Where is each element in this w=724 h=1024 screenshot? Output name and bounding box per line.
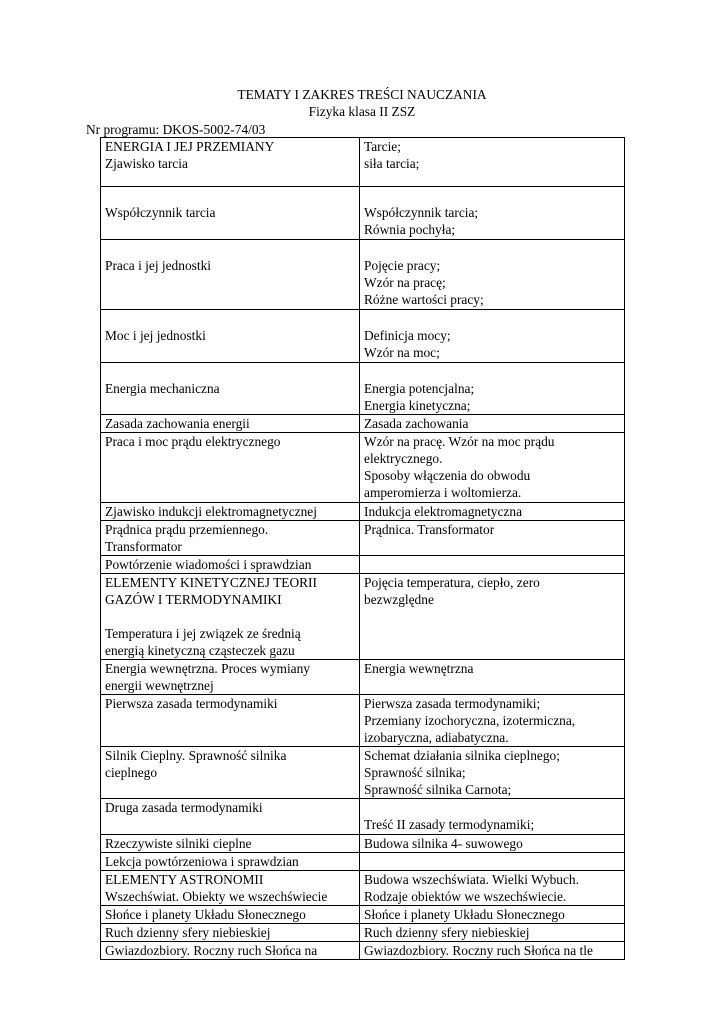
- topic-cell: Zasada zachowania energii: [101, 415, 360, 433]
- topic-cell: Zjawisko indukcji elektromagnetycznej: [101, 503, 360, 521]
- content-cell: Słońce i planety Układu Słonecznego: [360, 906, 625, 924]
- topic-cell: Silnik Cieplny. Sprawność silnika cieplnego: [101, 747, 360, 799]
- topic-cell: Ruch dzienny sfery niebieskiej: [101, 924, 360, 942]
- curriculum-table: [100, 137, 625, 960]
- content-cell: Definicja mocy; Wzór na moc;: [360, 310, 625, 363]
- table-row: [101, 363, 625, 415]
- topic-cell: Rzeczywiste silniki cieplne: [101, 835, 360, 853]
- topic-cell: Energia wewnętrzna. Proces wymiany energii wewnętrznej: [101, 660, 360, 695]
- topic-cell: Prądnica prądu przemiennego. Transformator: [101, 521, 360, 556]
- table-row: [101, 556, 625, 574]
- table-row: [101, 835, 625, 853]
- topic-cell: Lekcja powtórzeniowa i sprawdzian: [101, 853, 360, 871]
- topic-cell: Energia mechaniczna: [101, 363, 360, 415]
- content-cell: Schemat działania silnika cieplnego; Sprawność silnika; Sprawność silnika Carnota;: [360, 747, 625, 799]
- topic-cell: Praca i jej jednostki: [101, 240, 360, 310]
- content-cell: Pojęcia temperatura, ciepło, zero bezwzględne: [360, 574, 625, 660]
- table-row: [101, 695, 625, 747]
- topic-cell: Współczynnik tarcia: [101, 187, 360, 240]
- topic-cell: Pierwsza zasada termodynamiki: [101, 695, 360, 747]
- table-row: [101, 660, 625, 695]
- content-cell: Budowa wszechświata. Wielki Wybuch. Rodzaje obiektów we wszechświecie.: [360, 871, 625, 906]
- content-cell: Tarcie; siła tarcia;: [360, 138, 625, 187]
- table-row: [101, 924, 625, 942]
- table-row: [101, 574, 625, 660]
- table-row: [101, 503, 625, 521]
- table-row: [101, 187, 625, 240]
- document-title: TEMATY I ZAKRES TREŚCI NAUCZANIA: [237, 87, 487, 102]
- topic-cell: Druga zasada termodynamiki: [101, 799, 360, 835]
- topic-cell: Moc i jej jednostki: [101, 310, 360, 363]
- table-row: [101, 433, 625, 503]
- topic-cell: Powtórzenie wiadomości i sprawdzian: [101, 556, 360, 574]
- table-row: [101, 942, 625, 960]
- content-cell: Współczynnik tarcia; Równia pochyła;: [360, 187, 625, 240]
- content-cell: Ruch dzienny sfery niebieskiej: [360, 924, 625, 942]
- table-row: [101, 310, 625, 363]
- topic-cell: ENERGIA I JEJ PRZEMIANY Zjawisko tarcia: [101, 138, 360, 187]
- topic-cell: Praca i moc prądu elektrycznego: [101, 433, 360, 503]
- topic-cell: Słońce i planety Układu Słonecznego: [101, 906, 360, 924]
- content-cell: Budowa silnika 4- suwowego: [360, 835, 625, 853]
- document-subtitle: Fizyka klasa II ZSZ: [308, 104, 416, 119]
- content-cell: Wzór na pracę. Wzór na moc prądu elektrycznego. Sposoby włączenia do obwodu amperomierza i woltomierza.: [360, 433, 625, 503]
- content-cell: Gwiazdozbiory. Roczny ruch Słońca na tle: [360, 942, 625, 960]
- topic-cell: ELEMENTY KINETYCZNEJ TEORII GAZÓW I TERMODYNAMIKI Temperatura i jej związek ze średnią energią kinetyczną cząsteczek gazu: [101, 574, 360, 660]
- topic-cell: ELEMENTY ASTRONOMII Wszechświat. Obiekty we wszechświecie: [101, 871, 360, 906]
- table-row: [101, 799, 625, 835]
- content-cell: Pierwsza zasada termodynamiki; Przemiany izochoryczna, izotermiczna, izobaryczna, adiabatyczna.: [360, 695, 625, 747]
- table-row: [101, 747, 625, 799]
- content-cell: Indukcja elektromagnetyczna: [360, 503, 625, 521]
- table-row: [101, 240, 625, 310]
- table-row: [101, 138, 625, 187]
- topic-cell: Gwiazdozbiory. Roczny ruch Słońca na: [101, 942, 360, 960]
- content-cell: Energia wewnętrzna: [360, 660, 625, 695]
- table-row: [101, 906, 625, 924]
- content-cell: Prądnica. Transformator: [360, 521, 625, 556]
- table-row: [101, 871, 625, 906]
- table-row: [101, 853, 625, 871]
- content-cell: [360, 853, 625, 871]
- table-row: [101, 415, 625, 433]
- content-cell: Energia potencjalna; Energia kinetyczna;: [360, 363, 625, 415]
- content-cell: Zasada zachowania: [360, 415, 625, 433]
- program-number: Nr programu: DKOS-5002-74/03: [86, 122, 266, 137]
- table-row: [101, 521, 625, 556]
- content-cell: [360, 556, 625, 574]
- content-cell: Treść II zasady termodynamiki;: [360, 799, 625, 835]
- content-cell: Pojęcie pracy; Wzór na pracę; Różne wartości pracy;: [360, 240, 625, 310]
